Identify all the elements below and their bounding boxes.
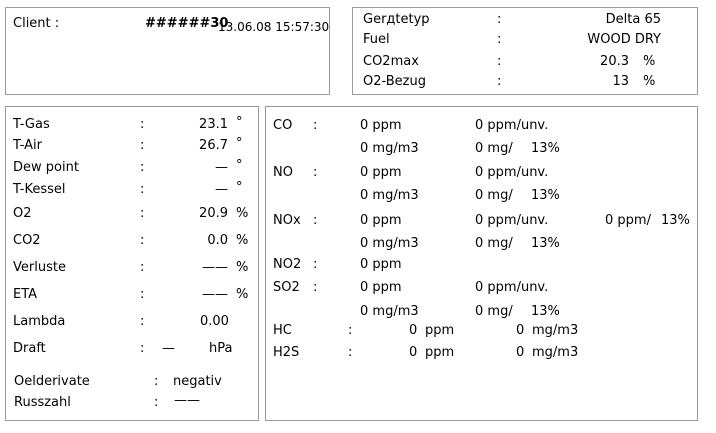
co-ppm-unv: 0 ppm/unv. <box>475 118 549 133</box>
o2-bezug-unit: % <box>643 74 656 89</box>
t-kessel-label: T-Kessel <box>13 182 66 197</box>
no-ppm: 0 ppm <box>360 165 402 180</box>
co-mgm3: 0 mg/m3 <box>360 141 419 156</box>
verluste-unit: % <box>236 260 249 275</box>
lambda-label: Lambda <box>13 314 66 329</box>
hc-mg-unit: mg/m3 <box>532 323 579 338</box>
t-kessel-sep: : <box>140 182 145 197</box>
co2-label: CO2 <box>13 233 41 248</box>
device-type-value: Delta 65 <box>605 12 661 27</box>
draft-label: Draft <box>13 341 46 356</box>
co-ppm: 0 ppm <box>360 118 402 133</box>
no-mgm3: 0 mg/m3 <box>360 188 419 203</box>
co-sep: : <box>313 118 318 133</box>
so2-label: SO2 <box>273 280 300 295</box>
device-panel <box>352 7 698 95</box>
co2max-value: 20.3 <box>600 54 629 69</box>
russzahl-label: Russzahl <box>14 395 71 410</box>
client-panel <box>5 7 330 95</box>
t-gas-sep: : <box>140 117 145 132</box>
no-ref-pct: 13% <box>531 188 560 203</box>
fuel-value: WOOD DRY <box>587 32 661 47</box>
t-air-value: 26.7 <box>199 138 228 153</box>
o2-label: O2 <box>13 206 32 221</box>
h2s-label: H2S <box>273 345 300 360</box>
draft-value: — <box>162 341 175 356</box>
so2-mg-ref: 0 mg/ <box>475 304 513 319</box>
nox-mgm3: 0 mg/m3 <box>360 236 419 251</box>
o2-value: 20.9 <box>199 206 228 221</box>
co2max-sep: : <box>497 54 502 69</box>
client-value: ######30 <box>145 16 229 31</box>
verluste-sep: : <box>140 260 145 275</box>
h2s-mg-unit: mg/m3 <box>532 345 579 360</box>
client-label: Client : <box>13 16 60 31</box>
dew-point-label: Dew point <box>13 160 79 175</box>
no-ppm-unv: 0 ppm/unv. <box>475 165 549 180</box>
draft-unit: hPa <box>209 341 233 356</box>
gas-panel <box>265 106 698 421</box>
no-mg-ref: 0 mg/ <box>475 188 513 203</box>
nox-ppm-ref-pct: 13% <box>661 213 690 228</box>
lambda-sep: : <box>140 314 145 329</box>
dew-point-value: — <box>215 160 228 175</box>
co-mg-ref: 0 mg/ <box>475 141 513 156</box>
so2-sep: : <box>313 280 318 295</box>
verluste-label: Verluste <box>13 260 66 275</box>
hc-mg-value: 0 <box>516 323 525 338</box>
russzahl-value: —— <box>174 393 200 408</box>
co2max-unit: % <box>643 54 656 69</box>
h2s-ppm-value: 0 <box>409 345 418 360</box>
t-gas-value: 23.1 <box>199 117 228 132</box>
nox-ref-pct: 13% <box>531 236 560 251</box>
oelderivate-value: negativ <box>173 374 222 389</box>
eta-sep: : <box>140 287 145 302</box>
t-gas-label: T-Gas <box>13 117 50 132</box>
o2-unit: % <box>236 206 249 221</box>
so2-ref-pct: 13% <box>531 304 560 319</box>
eta-label: ETA <box>13 287 38 302</box>
o2-bezug-sep: : <box>497 74 502 89</box>
nox-ppm: 0 ppm <box>360 213 402 228</box>
co2max-label: CO2max <box>363 54 419 69</box>
fuel-sep: : <box>497 32 502 47</box>
t-kessel-unit: ° <box>236 180 243 195</box>
russzahl-sep: : <box>154 395 159 410</box>
t-gas-unit: ° <box>236 115 243 130</box>
device-type-label: Gerдtetyp <box>363 12 430 27</box>
dew-point-unit: ° <box>236 158 243 173</box>
fuel-label: Fuel <box>363 32 390 47</box>
draft-sep: : <box>140 341 145 356</box>
no2-sep: : <box>313 257 318 272</box>
so2-ppm: 0 ppm <box>360 280 402 295</box>
no-label: NO <box>273 165 293 180</box>
dew-point-sep: : <box>140 160 145 175</box>
co2-value: 0.0 <box>207 233 228 248</box>
lambda-value: 0.00 <box>200 314 229 329</box>
eta-value: —— <box>202 287 228 302</box>
hc-ppm-value: 0 <box>409 323 418 338</box>
nox-label: NOx <box>273 213 301 228</box>
h2s-sep: : <box>348 345 353 360</box>
t-air-sep: : <box>140 138 145 153</box>
hc-label: HC <box>273 323 292 338</box>
hc-ppm-unit: ppm <box>425 323 455 338</box>
co-label: CO <box>273 118 293 133</box>
t-kessel-value: — <box>215 182 228 197</box>
device-type-sep: : <box>497 12 502 27</box>
co2-unit: % <box>236 233 249 248</box>
no2-label: NO2 <box>273 257 302 272</box>
measurement-panel <box>5 106 259 421</box>
datetime-value: 13.06.08 15:57:30 <box>218 20 330 34</box>
no-sep: : <box>313 165 318 180</box>
hc-sep: : <box>348 323 353 338</box>
nox-ppm-unv: 0 ppm/unv. <box>475 213 549 228</box>
t-air-unit: ° <box>236 136 243 151</box>
o2-sep: : <box>140 206 145 221</box>
so2-ppm-unv: 0 ppm/unv. <box>475 280 549 295</box>
nox-ppm-ref: 0 ppm/ <box>605 213 651 228</box>
verluste-value: —— <box>202 260 228 275</box>
no2-ppm: 0 ppm <box>360 257 402 272</box>
nox-sep: : <box>313 213 318 228</box>
oelderivate-sep: : <box>154 374 159 389</box>
t-air-label: T-Air <box>13 138 43 153</box>
co2-sep: : <box>140 233 145 248</box>
o2-bezug-label: O2-Bezug <box>363 74 426 89</box>
h2s-mg-value: 0 <box>516 345 525 360</box>
nox-mg-ref: 0 mg/ <box>475 236 513 251</box>
eta-unit: % <box>236 287 249 302</box>
oelderivate-label: Oelderivate <box>14 374 90 389</box>
co-ref-pct: 13% <box>531 141 560 156</box>
h2s-ppm-unit: ppm <box>425 345 455 360</box>
so2-mgm3: 0 mg/m3 <box>360 304 419 319</box>
o2-bezug-value: 13 <box>612 74 629 89</box>
